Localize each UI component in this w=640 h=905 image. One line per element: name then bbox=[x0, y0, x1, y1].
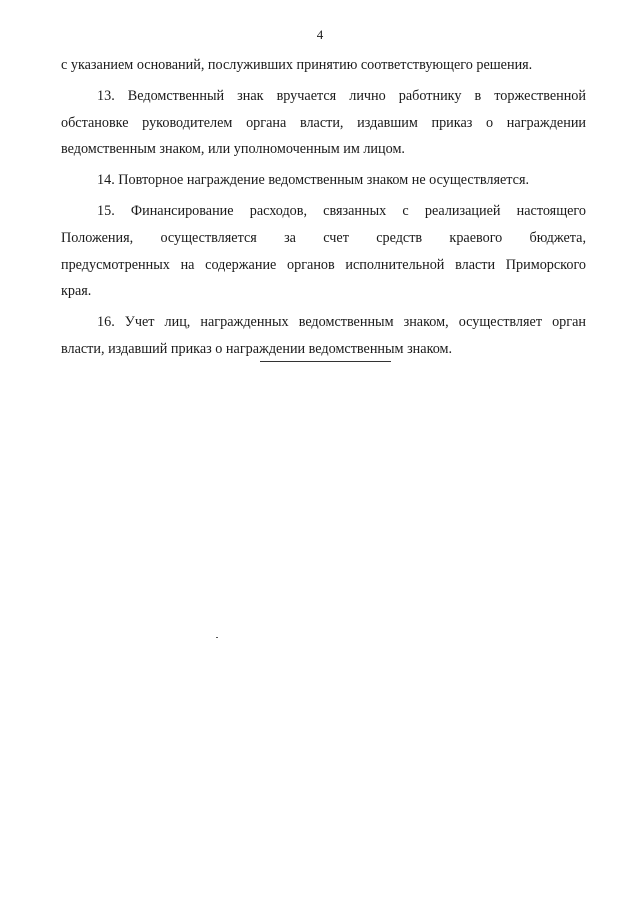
paragraph-14 bbox=[61, 167, 586, 194]
text-line: 16. Учет лиц, награжденных ведомственным знаком, осуществляет орган bbox=[97, 314, 586, 331]
scan-speck bbox=[216, 637, 218, 638]
text-line: с указанием оснований, послуживших принятию соответствующего решения. bbox=[61, 57, 533, 73]
text-line: обстановке руководителем органа власти, издавшим приказ о награждении bbox=[61, 114, 586, 131]
text-line: ведомственным знаком, или уполномоченным им лицом. bbox=[61, 141, 405, 158]
text-line: власти, издавший приказ о награждении ведомственным знаком. bbox=[61, 340, 453, 357]
paragraph-continuation bbox=[61, 52, 586, 79]
text-line: предусмотренных на содержание органов исполнительной власти Приморского bbox=[61, 256, 586, 273]
paragraph-13 bbox=[61, 83, 586, 163]
paragraph-15 bbox=[61, 198, 586, 305]
text-line: края. bbox=[61, 283, 92, 300]
text-line: 15. Финансирование расходов, связанных с реализацией настоящего bbox=[97, 202, 586, 219]
text-line: Положения, осуществляется за счет средств краевого бюджета, bbox=[61, 229, 586, 246]
page-number: 4 bbox=[316, 27, 324, 42]
text-line: 13. Ведомственный знак вручается лично работнику в торжественной bbox=[97, 87, 586, 104]
document-body bbox=[61, 52, 586, 367]
end-divider-line bbox=[260, 361, 391, 362]
paragraph-16 bbox=[61, 309, 586, 363]
text-line: 14. Повторное награждение ведомственным знаком не осуществляется. bbox=[97, 172, 530, 189]
